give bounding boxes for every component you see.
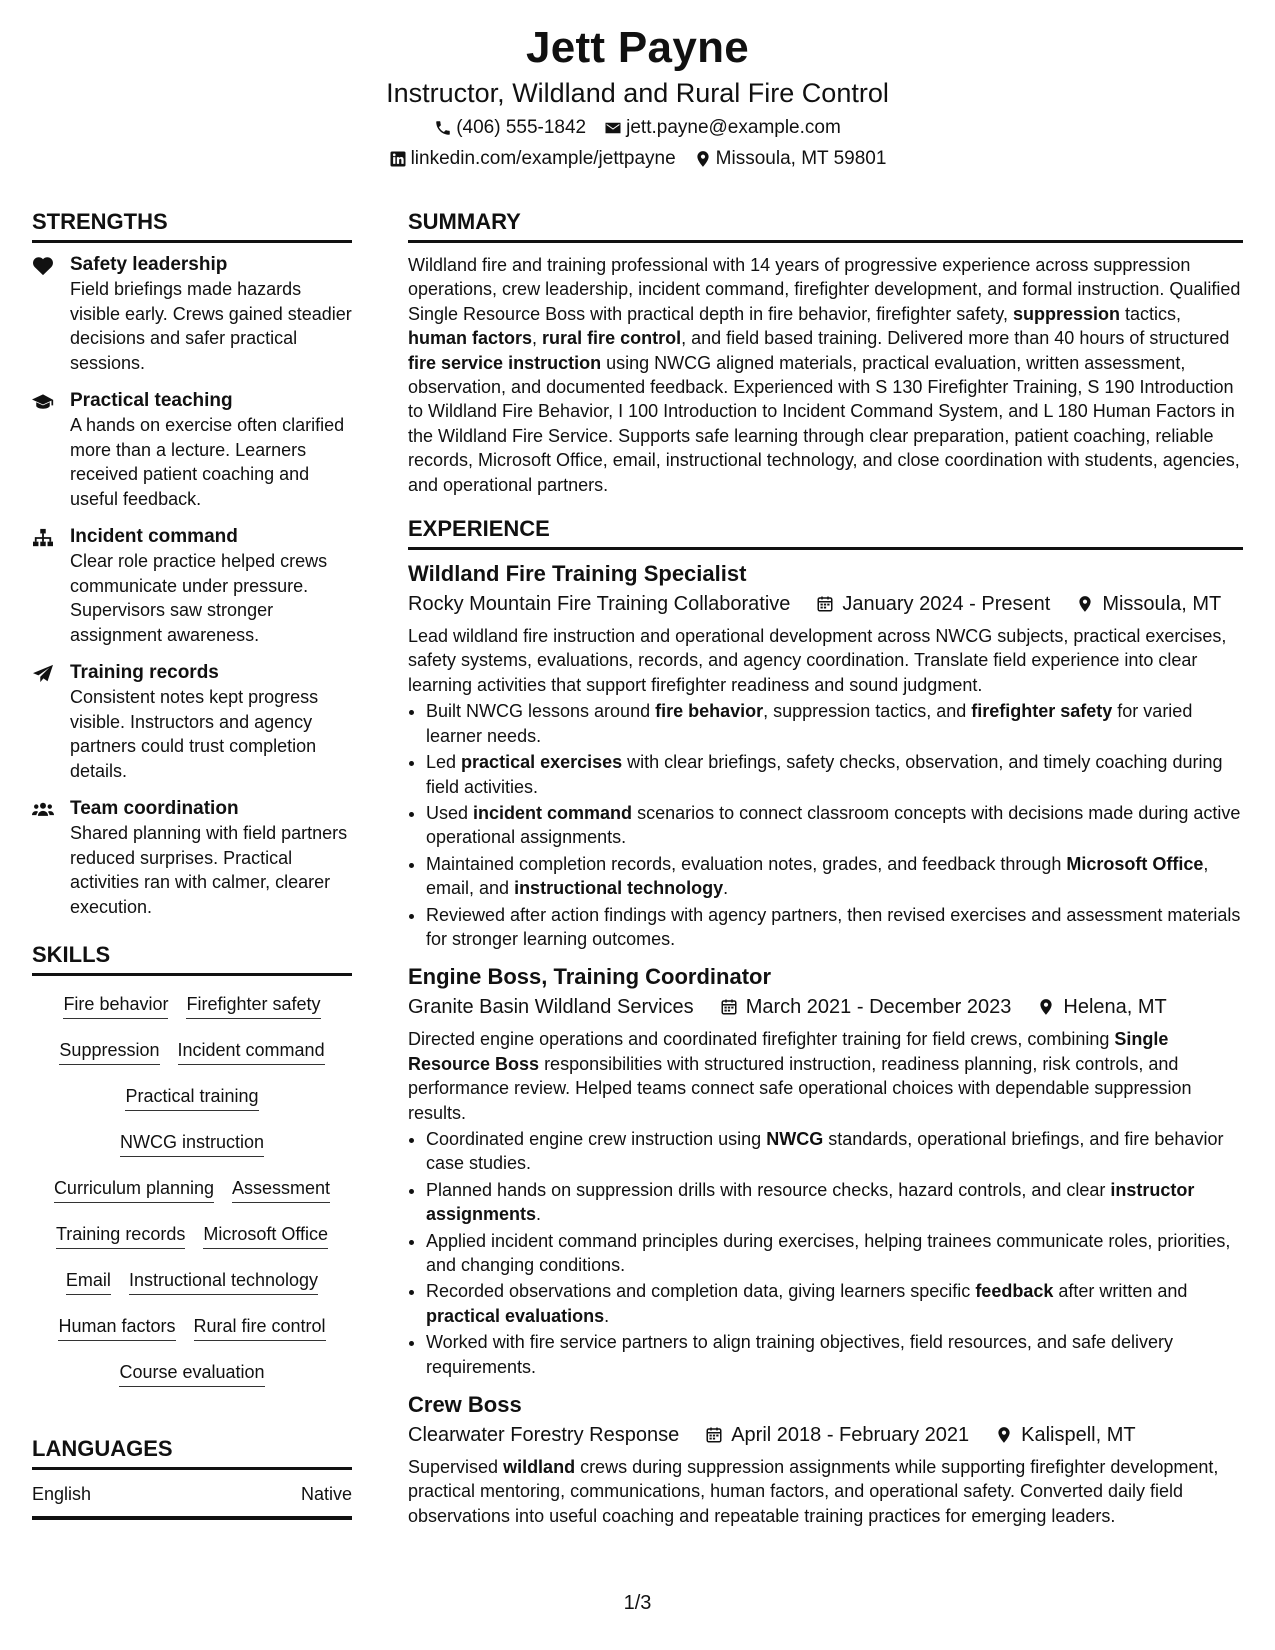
skill-tag: Incident command xyxy=(178,1038,325,1065)
right-column xyxy=(408,208,1243,1528)
email-contact[interactable] xyxy=(604,115,841,141)
skill-tag: Microsoft Office xyxy=(203,1222,328,1249)
job-bullet: • Built NWCG lessons around fire behavior, suppression tactics, and firefighter safety for varied learner needs. xyxy=(426,699,1243,748)
job-bullet: • Used incident command scenarios to connect classroom concepts with decisions made during active operational assignments. xyxy=(426,801,1243,850)
contact-row-2 xyxy=(0,146,1275,172)
candidate-name: Jett Payne xyxy=(525,23,750,72)
strengths-heading: STRENGTHS xyxy=(32,208,352,243)
job-bullet: • Planned hands on suppression drills with resource checks, hazard controls, and clear instructor assignments. xyxy=(426,1178,1243,1227)
map-pin-icon xyxy=(694,150,712,168)
job-bullet: • Maintained completion records, evaluation notes, grades, and feedback through Microsoft Office, email, and instructional technology. xyxy=(426,852,1243,901)
experience-entry xyxy=(408,1391,1243,1528)
experience-entry xyxy=(408,963,1243,1379)
org-chart-icon xyxy=(32,528,54,548)
map-pin-icon xyxy=(1037,998,1055,1016)
contact-row-1 xyxy=(0,115,1275,141)
strength-item xyxy=(32,253,352,375)
job-bullet: • Applied incident command principles during exercises, helping trainees communicate roles, priorities, and changing conditions. xyxy=(426,1229,1243,1278)
summary-heading: SUMMARY xyxy=(408,208,1243,243)
skill-tag: Training records xyxy=(56,1222,185,1249)
company-name: Rocky Mountain Fire Training Collaborative xyxy=(408,593,791,616)
phone-contact xyxy=(434,115,586,141)
skill-tag: Firefighter safety xyxy=(186,992,320,1019)
calendar-icon xyxy=(816,595,834,613)
job-bullets xyxy=(408,699,1243,951)
job-title: Engine Boss, Training Coordinator xyxy=(408,964,772,990)
skill-tag: Curriculum planning xyxy=(54,1176,214,1203)
strength-desc: Shared planning with field partners reduced surprises. Practical activities ran with calmer, clearer execution. xyxy=(70,823,348,917)
job-location: Helena, MT xyxy=(1063,996,1167,1019)
phone-text: (406) 555-1842 xyxy=(456,117,587,138)
job-description: Lead wildland fire instruction and operational development across NWCG subjects, practical exercises, safety systems, evaluations, records, and agency coordination. Translate field experience into clear learning activities that support firefighter readiness and sound judgment. xyxy=(408,626,1227,695)
skill-tag: Practical training xyxy=(125,1084,258,1111)
job-meta xyxy=(408,993,1243,1021)
job-meta xyxy=(408,590,1243,618)
left-column xyxy=(32,208,352,1520)
job-bullet: • Reviewed after action findings with agency partners, then revised exercises and assessment materials for stronger learning outcomes. xyxy=(426,903,1243,952)
job-dates: March 2021 - December 2023 xyxy=(745,996,1012,1019)
language-name: English xyxy=(32,1484,92,1504)
job-bullets xyxy=(408,1127,1243,1379)
skill-tag: Rural fire control xyxy=(194,1314,326,1341)
skills-heading: SKILLS xyxy=(32,941,352,976)
job-location: Missoula, MT xyxy=(1102,593,1222,616)
job-dates: April 2018 - February 2021 xyxy=(731,1424,970,1447)
map-pin-icon xyxy=(995,1426,1013,1444)
skill-tag: Email xyxy=(66,1268,111,1295)
strength-desc: Field briefings made hazards visible early. Crews gained steadier decisions and safer practical sessions. xyxy=(70,279,352,373)
envelope-icon xyxy=(604,119,622,137)
experience-entry xyxy=(408,560,1243,951)
summary-text: Wildland fire and training professional with 14 years of progressive experience across suppression operations, crew leadership, incident command, firefighter development, and formal instruction. Qualified Single Resource Boss with practical depth in fire behavior, firefighter safety, suppression tactics, human factors, rural fire control, and field based training. Delivered more than 40 hours of structured fire service instruction using NWCG aligned materials, practical evaluation, written assessment, observation, and documented feedback. Experienced with S 130 Firefighter Training, S 190 Introduction to Wildland Fire Behavior, I 100 Introduction to Incident Command System, and L 180 Human Factors in the Wildland Fire Service. Supports safe learning through clear preparation, patient coaching, reliable records, Microsoft Office, email, instructional technology, and close coordination with students, agencies, and operational partners. xyxy=(408,255,1241,495)
languages-heading: LANGUAGES xyxy=(32,1435,352,1470)
experience-heading: EXPERIENCE xyxy=(408,515,1243,550)
strength-title: Safety leadership xyxy=(70,254,228,275)
skill-tag: NWCG instruction xyxy=(120,1130,264,1157)
skill-tag: Course evaluation xyxy=(119,1360,264,1387)
skill-tag: Instructional technology xyxy=(129,1268,318,1295)
strength-title: Incident command xyxy=(70,526,238,547)
email-text[interactable]: jett.payne@example.com xyxy=(626,117,841,138)
resume-header xyxy=(0,22,1275,172)
job-description: Directed engine operations and coordinated firefighter training for field crews, combining Single Resource Boss responsibilities with structured instruction, readiness planning, risk controls, and performance review. Helped teams connect safe operational choices with dependable suppression results. xyxy=(408,1029,1192,1123)
strength-title: Training records xyxy=(70,662,219,683)
location-text: Missoula, MT 59801 xyxy=(715,148,887,169)
phone-icon xyxy=(434,119,452,137)
linkedin-text[interactable]: linkedin.com/example/jettpayne xyxy=(410,148,676,169)
company-name: Granite Basin Wildland Services xyxy=(408,996,694,1019)
strength-item xyxy=(32,661,352,783)
job-title: Wildland Fire Training Specialist xyxy=(408,561,747,587)
job-bullet: • Led practical exercises with clear briefings, safety checks, observation, and timely coaching during field activities. xyxy=(426,750,1243,799)
job-description: Supervised wildland crews during suppression assignments while supporting firefighter development, practical mentoring, communications, human factors, and operational safety. Converted daily field observations into useful coaching and repeatable training practices for emerging leaders. xyxy=(408,1457,1219,1526)
strength-item xyxy=(32,389,352,511)
strength-title: Team coordination xyxy=(70,798,239,819)
job-dates: January 2024 - Present xyxy=(842,593,1051,616)
strength-desc: A hands on exercise often clarified more than a lecture. Learners received patient coaching and useful feedback. xyxy=(70,415,345,509)
strength-title: Practical teaching xyxy=(70,390,233,411)
strength-item xyxy=(32,797,352,919)
users-icon xyxy=(32,800,54,820)
company-name: Clearwater Forestry Response xyxy=(408,1424,680,1447)
paper-plane-icon xyxy=(32,664,54,684)
experience-list xyxy=(408,560,1243,1528)
job-bullet: • Recorded observations and completion data, giving learners specific feedback after written and practical evaluations. xyxy=(426,1279,1243,1328)
job-location: Kalispell, MT xyxy=(1021,1424,1136,1447)
skill-tag: Human factors xyxy=(58,1314,175,1341)
map-pin-icon xyxy=(1076,595,1094,613)
strength-item xyxy=(32,525,352,647)
linkedin-icon xyxy=(389,150,407,168)
linkedin-contact[interactable] xyxy=(389,146,676,172)
job-bullet: • Worked with fire service partners to align training objectives, field resources, and safe delivery requirements. xyxy=(426,1330,1243,1379)
skill-tag: Assessment xyxy=(232,1176,330,1203)
strength-desc: Consistent notes kept progress visible. Instructors and agency partners could trust completion details. xyxy=(70,687,319,781)
job-meta xyxy=(408,1421,1243,1449)
calendar-icon xyxy=(720,998,738,1016)
job-title: Crew Boss xyxy=(408,1392,522,1418)
candidate-title: Instructor, Wildland and Rural Fire Control xyxy=(386,78,889,108)
skill-tag: Fire behavior xyxy=(63,992,168,1019)
page-number: 1/3 xyxy=(623,1592,652,1614)
skills-list xyxy=(32,986,352,1387)
heart-icon xyxy=(32,256,54,276)
strength-desc: Clear role practice helped crews communicate under pressure. Supervisors saw stronger assignment awareness. xyxy=(70,551,328,645)
job-bullet: • Coordinated engine crew instruction using NWCG standards, operational briefings, and fire behavior case studies. xyxy=(426,1127,1243,1176)
skill-tag: Suppression xyxy=(59,1038,159,1065)
language-level: Native xyxy=(300,1484,352,1504)
language-row xyxy=(32,1470,352,1520)
location-contact xyxy=(694,146,887,172)
calendar-icon xyxy=(705,1426,723,1444)
graduation-cap-icon xyxy=(32,392,54,412)
